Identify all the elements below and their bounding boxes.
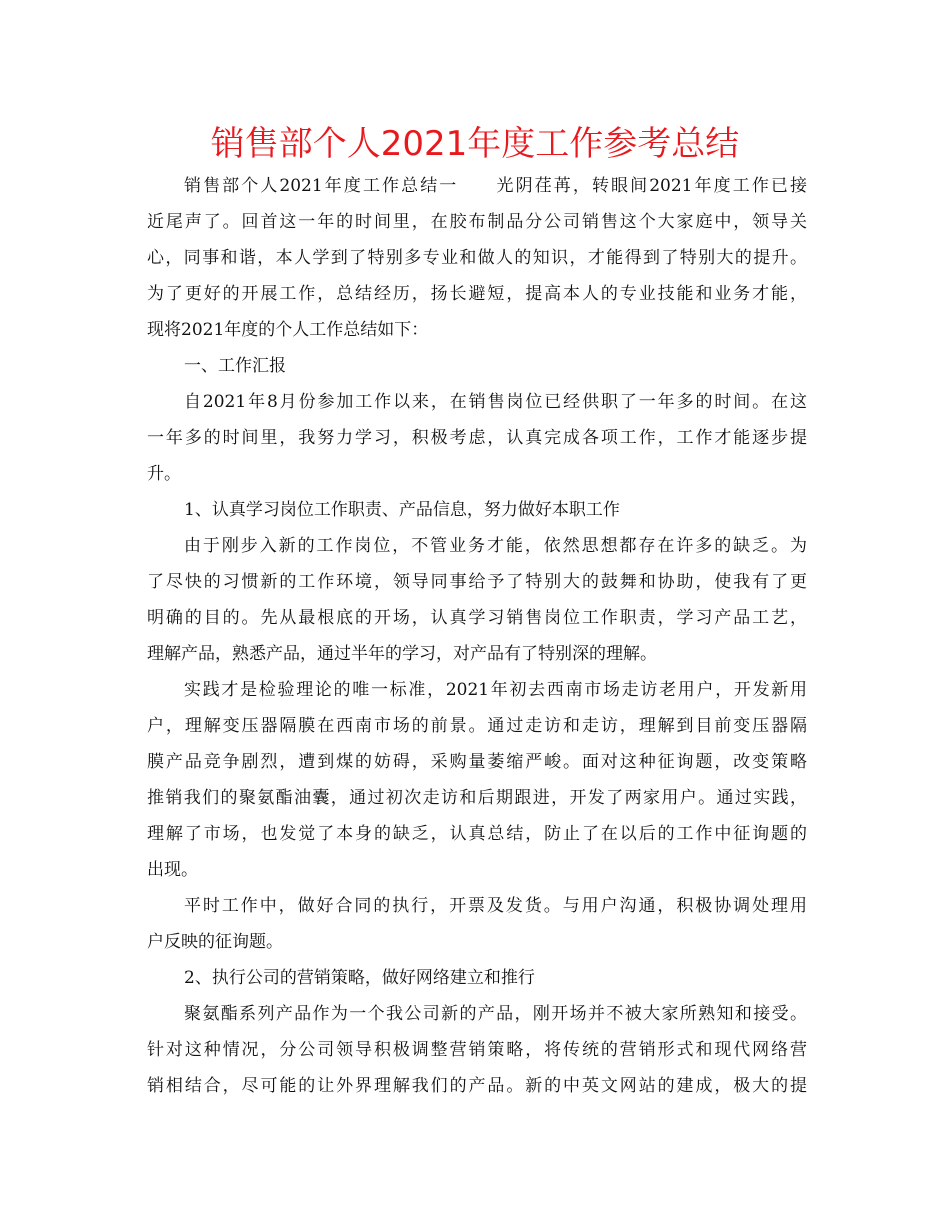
subsection-heading: 1、认真学习岗位工作职责、产品信息，努力做好本职工作 xyxy=(184,500,620,520)
text-line: 升。 xyxy=(147,464,181,484)
text-line: 一年多的时间里，我努力学习，积极考虑，认真完成各项工作，工作才能逐步提 xyxy=(147,428,807,448)
text-line: 聚氨酯系列产品作为一个我公司新的产品，刚开场并不被大家所熟知和接受。 xyxy=(184,1004,807,1024)
text-line: 了尽快的习惯新的工作环境，领导同事给予了特别大的鼓舞和协助，使我有了更 xyxy=(147,572,807,592)
text-line: 销相结合，尽可能的让外界理解我们的产品。新的中英文网站的建成，极大的提 xyxy=(147,1076,807,1096)
text-line: 出现。 xyxy=(147,860,198,880)
text-line: 针对这种情况，分公司领导积极调整营销策略，将传统的营销形式和现代网络营 xyxy=(147,1040,807,1060)
text-line: 户反映的征询题。 xyxy=(147,932,283,952)
text-line: 膜产品竞争剧烈，遭到煤的妨碍，采购量萎缩严峻。面对这种征询题，改变策略 xyxy=(147,752,807,772)
text-line: 理解产品，熟悉产品，通过半年的学习，对产品有了特别深的理解。 xyxy=(147,644,657,664)
text-line: 销售部个人2021年度工作总结一 光阴荏苒，转眼间2021年度工作已接 xyxy=(184,176,807,196)
section-heading: 一、工作汇报 xyxy=(184,356,286,376)
text-line: 为了更好的开展工作，总结经历，扬长避短，提高本人的专业技能和业务才能， xyxy=(147,284,807,304)
subsection-heading: 2、执行公司的营销策略，做好网络建立和推行 xyxy=(184,968,535,988)
text-line: 推销我们的聚氨酯油囊，通过初次走访和后期跟进，开发了两家用户。通过实践， xyxy=(147,788,807,808)
document-title: 销售部个人2021年度工作参考总结 xyxy=(210,124,740,164)
text-line: 由于刚步入新的工作岗位，不管业务才能，依然思想都存在许多的缺乏。为 xyxy=(184,536,807,556)
text-line: 自2021年8月份参加工作以来，在销售岗位已经供职了一年多的时间。在这 xyxy=(184,392,807,412)
text-line: 实践才是检验理论的唯一标准，2021年初去西南市场走访老用户，开发新用 xyxy=(184,680,807,700)
text-line: 理解了市场，也发觉了本身的缺乏，认真总结，防止了在以后的工作中征询题的 xyxy=(147,824,807,844)
text-line: 现将2021年度的个人工作总结如下： xyxy=(147,320,429,340)
text-line: 户，理解变压器隔膜在西南市场的前景。通过走访和走访，理解到目前变压器隔 xyxy=(147,716,807,736)
text-line: 心，同事和谐，本人学到了特别多专业和做人的知识，才能得到了特别大的提升。 xyxy=(147,248,807,268)
text-line: 平时工作中，做好合同的执行，开票及发货。与用户沟通，积极协调处理用 xyxy=(184,896,807,916)
text-line: 明确的目的。先从最根底的开场，认真学习销售岗位工作职责，学习产品工艺， xyxy=(147,608,807,628)
text-line: 近尾声了。回首这一年的时间里，在胶布制品分公司销售这个大家庭中，领导关 xyxy=(147,212,807,232)
